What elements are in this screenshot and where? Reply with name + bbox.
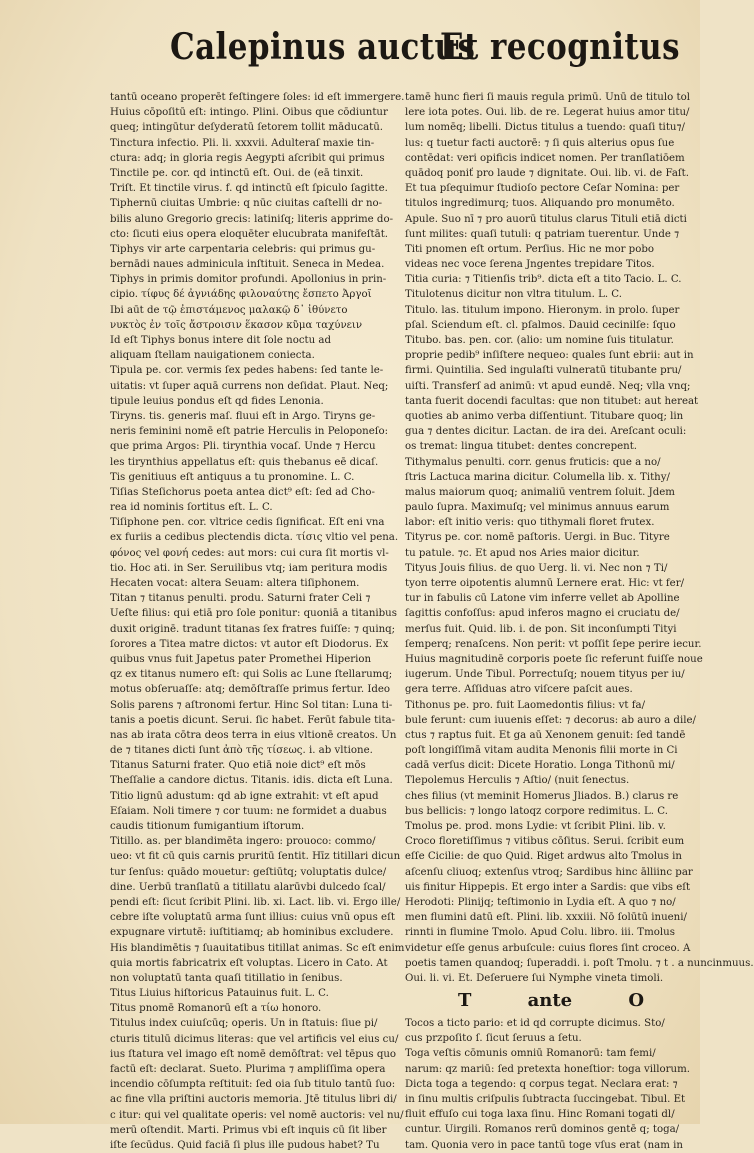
text-line: Triſt. Et tinctile virus. f. qd intinctū eſt ſpiculo ſagitte. bbox=[110, 183, 388, 195]
text-line: Tocos a ticto pario: et id qd corrupte dicimus. Sto/ bbox=[405, 1018, 665, 1030]
text-line: Tiſiphone pen. cor. vltrice cedis ſignificat. Eſt eni vna bbox=[110, 517, 385, 529]
text-line: c itur: qui vel qualitate operis: vel nomē auctoris: vel nu/ bbox=[110, 1109, 404, 1121]
text-line: Apule. Suo nī ⁊ pro auorū titulus clarus Tituli etiā dicti bbox=[405, 213, 687, 225]
running-header bbox=[0, 26, 700, 86]
text-line: ctura: adq; in gloria regis Aegypti aſcribit qui primus bbox=[110, 152, 385, 164]
text-line: ſorores a Titea matre dictos: vt autor eſt Diodorus. Ex bbox=[110, 638, 389, 650]
text-line: quibus vnus fuit Japetus pater Promethei Hiperion bbox=[110, 653, 372, 665]
text-line: rea id nominis ſortitus eſt. L. C. bbox=[110, 502, 273, 514]
text-line: ac fine vlla priſtini auctoris memoria. Jtē titulus libri di/ bbox=[110, 1094, 397, 1106]
text-line: Tis genitiuus eſt antiquus a tu pronomine. L. C. bbox=[110, 471, 355, 483]
text-line: Et tua pſequimur ſtudioſo pectore Ceſar Nomina: per bbox=[405, 183, 680, 195]
text-line: dine. Uerbū tranſlatū a titillatu alarūvbi dulcedo ſcal/ bbox=[110, 881, 386, 893]
text-line: in ſinu multis criſpulis ſubtracta ſuccingebat. Tibul. Et bbox=[405, 1094, 686, 1105]
text-line: ſagittis confoſſus: apud inferos magno ei cruciatu de/ bbox=[405, 608, 680, 620]
text-line: men flumini datū eſt. Plini. lib. xxxiii. Nō ſolūtū inueni/ bbox=[405, 912, 687, 924]
text-line: tanis a poetis dicunt. Serui. ſic habet. Ferūt fabule tita- bbox=[110, 714, 396, 726]
text-line: φόνος vel φονή cedes: aut mors: cui cura ſit mortis vl- bbox=[110, 547, 389, 559]
text-line: Tlepolemus Herculis ⁊ Aſtio/ (nuit ſenectus. bbox=[405, 775, 630, 787]
text-line: cturis titulū dicimus literas: que vel artificis vel eius cu/ bbox=[110, 1033, 399, 1045]
text-line: cto: ſicuti eius opera eloquēter elucubrata manifeſtāt. bbox=[110, 228, 389, 240]
header-left-title: Calepinus auctus bbox=[170, 26, 476, 68]
text-line: gera terre. Aſſiduas atro viſcere paſcit aues. bbox=[405, 684, 633, 696]
text-line: duxit originē. tradunt titanas ſex fratres fuiſſe: ⁊ quinq; bbox=[110, 623, 396, 635]
text-line: firmi. Quintilia. Sed ingulaſti vulneratū titubante pru/ bbox=[405, 365, 682, 377]
text-line: cipio. τίφυς δέ ἀγνιάδης φιλοναύτης ἔσπετο Ἀργοῖ bbox=[110, 289, 372, 301]
text-line: gua ⁊ dentes dicitur. Lactan. de ira dei. Areſcant oculi: bbox=[405, 426, 687, 438]
text-line: lus: q tuetur facti auctorē: ⁊ ſi quis alterius opus ſue bbox=[405, 137, 675, 149]
text-line: Hecaten vocat: altera Seuam: altera tiſiphonem. bbox=[110, 578, 360, 589]
text-line: poſt longiſſimā vitam audita Menonis filii morte in Ci bbox=[405, 745, 678, 757]
text-line: Titus pnomē Romanorū eſt a τίω honoro. bbox=[110, 1003, 322, 1015]
text-line: ſemperq; renaſcens. Non perit: vt poſſit ſepe perire iecur. bbox=[405, 638, 702, 650]
text-line: ueo: vt fit cū quis carnis pruritū ſentit. Hīz titillari dicun bbox=[110, 851, 401, 863]
text-line: cuntur. Uirgili. Romanos rerū dominos gentē q; toga/ bbox=[405, 1124, 680, 1136]
text-line: Tiſias Steſichorus poeta antea dict⁹ eſt: ſed ad Cho- bbox=[110, 486, 375, 498]
text-line: iugerum. Unde Tibul. Porrectuſq; nouem tityus per iu/ bbox=[405, 669, 685, 681]
text-line: quoties ab animo verba diſſentiunt. Titubare quoq; lin bbox=[405, 410, 684, 422]
text-line: Tiphys in primis domitor profundi. Apollonius in prin- bbox=[110, 274, 387, 286]
text-line: merū oſtendit. Marti. Primus vbi eſt inquis cū ſit liber bbox=[110, 1124, 387, 1136]
text-line: Tipula pe. cor. vermis ſex pedes habens: ſed tante le- bbox=[110, 365, 384, 377]
text-line: lere iota potes. Oui. lib. de re. Legerat huius amor titu/ bbox=[405, 107, 690, 119]
text-line: incendio cōſumpta reſtituit: ſed oia ſub titulo tantū ſuo: bbox=[110, 1079, 396, 1091]
text-line: contēdat: veri opificis indicet nomen. Per tranſlatiōem bbox=[405, 152, 685, 164]
text-line: tyon terre oipotentis alumnū Lernere erat. Hic: vt fer/ bbox=[405, 578, 685, 589]
text-line: Toga veſtis cōmunis omniū Romanorū: tam femi/ bbox=[405, 1048, 656, 1060]
text-line: bernādi naues adminicula inſtituit. Seneca in Medea. bbox=[110, 259, 385, 271]
text-line: Titulo. las. titulum impono. Hieronym. in prolo. ſuper bbox=[405, 304, 680, 316]
text-line: quādoq poniť pro laude ⁊ dignitate. Oui. lib. vi. de Faſt. bbox=[405, 167, 690, 179]
text-line: queq; intingūtur deſyderatū ſetorem tollit māducatū. bbox=[110, 122, 383, 134]
text-line: merſus fuit. Quid. lib. i. de pon. Sit inconſumpti Tityi bbox=[405, 623, 677, 635]
text-line: Theſſalie a candore dictus. Titanis. idis. dicta eſt Luna. bbox=[110, 775, 393, 787]
text-line: Tiphys vir arte carpentaria celebris: qui primus gu- bbox=[110, 243, 376, 255]
text-line: Tithymalus penulti. corr. genus fruticis: que a no/ bbox=[405, 456, 661, 468]
text-line: Titus Liuius hiſtoricus Patauinus fuit. L. C. bbox=[110, 988, 329, 1000]
text-line: ex furiis a cedibus plectendis dicta. τίσις vltio vel pena. bbox=[110, 532, 399, 544]
text-line: Id eſt Tiphys bonus intere dit ſole noctu ad bbox=[110, 335, 332, 346]
text-line: Tityus Jouis filius. de quo Uerg. li. vi. Nec non ⁊ Ti/ bbox=[405, 562, 668, 574]
text-line: expugnare virtutē: iuſtitiamq; ab hominibus excludere. bbox=[110, 927, 394, 939]
text-line: ius ſtatura vel imago eſt nomē demōſtrat: vel tēpus quo bbox=[110, 1048, 397, 1060]
text-line: eſſe Cicilie: de quo Quid. Riget ardwus alto Tmolus in bbox=[405, 851, 682, 863]
text-line: nas ab irata cōtra deos terra in eius vltionē creatos. Un bbox=[110, 729, 397, 741]
text-line: Tityrus pe. cor. nomē paſtoris. Uergi. in Buc. Tityre bbox=[405, 532, 670, 544]
text-line: Tiphernū ciuitas Umbrie: q nūc ciuitas caſtelli dr no- bbox=[110, 198, 383, 210]
text-line: ctus ⁊ raptus fuit. Et ga aū Xenonem genuit: ſed tandē bbox=[405, 729, 686, 741]
text-line: neris feminini nomē eſt patrie Herculis in Peloponeſo: bbox=[110, 426, 389, 438]
text-line: os tremat: lingua titubet: dentes concrepent. bbox=[405, 441, 638, 453]
text-line: tio. Hoc ati. in Ser. Seruilibus vtq; iam peritura modis bbox=[110, 562, 388, 574]
text-line: Titanus Saturni frater. Quo etiā noie dict⁹ eſt mōs bbox=[110, 760, 366, 772]
text-line: uis finitur Hippepis. Et ergo inter a Sardis: que vibs eſt bbox=[405, 881, 691, 893]
text-line: tipule leuius pondus eſt qd fides Lenonia. bbox=[110, 395, 324, 407]
text-line: ſtris Lactuca marina dicitur. Columella lib. x. Tithy/ bbox=[405, 471, 670, 483]
text-line: motus obſeruaſſe: atq; demōſtraſſe primus fertur. Ideo bbox=[110, 684, 391, 696]
text-line: fluit effuſo cui toga laxa ſinu. Hinc Romani togati dl/ bbox=[405, 1109, 675, 1121]
text-line: non voluptatū tanta quaſi titillatio in ſenibus. bbox=[110, 972, 343, 984]
text-line: aſcenſu cliuoq; extenſus vtroq; Sardibus hinc ālliinc par bbox=[405, 866, 693, 878]
text-line: lum nomēq; libelli. Dictus titulus a tuendo: quaſi titu⁊/ bbox=[405, 122, 685, 134]
text-line: Eſaiam. Noli timere ⁊ cor tuum: ne formidet a duabus bbox=[110, 805, 387, 817]
text-line: de ⁊ titanes dicti ſunt ἀπὸ τῆς τίσεως. i. ab vltione. bbox=[110, 745, 373, 757]
text-line: cadā verſus dicit: Dicete Horatio. Longa Tithonū mi/ bbox=[405, 760, 675, 772]
text-line: narum: qz mariū: ſed pretexta honeſtior: toga villorum. bbox=[405, 1063, 691, 1075]
text-line: ſunt milites: quaſi tutuli: q patriam tuerentur. Unde ⁊ bbox=[405, 228, 680, 240]
text-line: Tinctile pe. cor. qd intinctū eſt. Oui. de (eā tinxit. bbox=[110, 167, 364, 179]
text-line: proprie pedib⁹ inſiſtere nequeo: quales ſunt ebrii: aut in bbox=[405, 350, 694, 362]
left-text-column bbox=[110, 90, 405, 1151]
text-line: pendi eſt: ſicut ſcribit Plini. lib. xi. Lact. lib. vi. Ergo ille/ bbox=[110, 896, 401, 908]
right-text-column bbox=[405, 90, 754, 1151]
text-line: Tmolus pe. prod. mons Lydie: vt ſcribit Plini. lib. v. bbox=[405, 821, 666, 832]
text-line: labor: eſt initio veris: quo tithymali floret frutex. bbox=[405, 517, 655, 529]
text-line: Ibi aūt de τῷ ἐπιστάμενος μαλακῷ δ᾽ ἰθύνετο bbox=[110, 304, 348, 316]
text-line: poetis tamen quandoq; ſuperaddi. i. poſt Tmolu. ⁊ t . a nuncinmuus. bbox=[405, 957, 754, 969]
text-line: Ueſte filius: qui etiā pro ſole ponitur: quoniā a titanibus bbox=[110, 608, 397, 620]
text-line: Oui. li. vi. Et. Deſeruere ſui Nymphe vineta timoli. bbox=[405, 972, 664, 984]
text-line: cus przpoſito ſ. ſicut ſeruus a ſetu. bbox=[405, 1033, 582, 1045]
text-line: tam. Quonia vero in pace tantū toge vſus erat (nam in bbox=[405, 1139, 683, 1151]
text-line: His blandimētis ⁊ ſuauitatibus titillat animas. Sc eſt enim bbox=[110, 942, 405, 954]
text-line: Titillo. as. per blandimēta ingero: prouoco: commo/ bbox=[110, 836, 376, 848]
text-line: bule ferunt: cum iuuenis eſſet: ⁊ decorus: ab auro a dile/ bbox=[405, 714, 696, 726]
text-line: tur in fabulis cū Latone vim inferre vellet ab Apolline bbox=[405, 593, 680, 605]
text-line: pſal. Sciendum eſt. cl. pſalmos. Dauid cecinilſe: ſquo bbox=[405, 319, 676, 331]
text-line: paulo ſupra. Maximuſq; vel minimus annuus earum bbox=[405, 502, 670, 514]
text-line: bus bellicis: ⁊ longo latoqz corpore redimitus. L. C. bbox=[405, 805, 668, 817]
text-line: Tiryns. tis. generis maſ. fluui eſt in Argo. Tiryns ge- bbox=[110, 410, 376, 422]
text-line: Huius cōpoſitū eſt: intingo. Plini. Oibus que cōdiuntur bbox=[110, 107, 388, 119]
text-line: quia mortis fabricatrix eſt voluptas. Licero in Cato. At bbox=[110, 957, 388, 969]
text-line: tanta fuerit docendi facultas: que non titubet: aut hereat bbox=[405, 395, 699, 407]
text-line: aliquam ſtellam nauigationem coniecta. bbox=[110, 350, 315, 362]
text-line: iſte ſecūdus. Quid faciā ſi plus ille pudous habet? Tu bbox=[110, 1139, 380, 1151]
text-line: Croco floretiſſimus ⁊ vitibus cōſitus. Serui. ſcribit eum bbox=[405, 836, 685, 848]
text-line: uitatis: vt ſuper aquā currens non deſidat. Plaut. Neq; bbox=[110, 380, 389, 392]
text-line: uiſti. Transferſ ad animū: vt apud eundē. Neq; vlla vnq; bbox=[405, 380, 691, 392]
text-line: que prima Argos: Pli. tirynthia vocaſ. Unde ⁊ Hercu bbox=[110, 441, 376, 453]
header-right-title: Et recognitus bbox=[440, 26, 680, 68]
text-line: qz ex titanus numero eſt: qui Solis ac Lune ſtellarumq; bbox=[110, 669, 393, 681]
text-line: Solis parens ⁊ aſtronomi fertur. Hinc Sol titan: Luna ti- bbox=[110, 699, 393, 711]
text-line: Huius magnitudinē corporis poete ſic referunt fuiſſe noue bbox=[405, 653, 703, 665]
text-line: Tinctura infectio. Pli. li. xxxvii. Adulteraſ maxie tin- bbox=[110, 137, 375, 149]
text-line: tu patule. ⁊c. Et apud nos Aries maior dicitur. bbox=[405, 547, 640, 559]
text-line: Titulus index cuiuſcūq; operis. Un in ſtatuis: ſiue pi/ bbox=[110, 1018, 378, 1030]
text-line: les tirynthius appellatus eſt: quis thebanus eē dicaſ. bbox=[110, 456, 379, 468]
text-line: videas nec voce ſerena Jngentes trepidare Titos. bbox=[405, 259, 655, 271]
text-line: Titio lignū adustum: qd ab igne extrahit: vt eſt apud bbox=[110, 790, 379, 802]
text-line: caudis titionum fumigantium iſtorum. bbox=[110, 821, 305, 832]
text-line: tur ſenſus: quādo mouetur: geſtiūtq; voluptatis dulce/ bbox=[110, 866, 387, 878]
text-line: Titan ⁊ titanus penulti. produ. Saturni frater Celi ⁊ bbox=[110, 593, 371, 605]
text-line: Titia curia: ⁊ Titienſis trib⁹. dicta eſt a tito Tacio. L. C. bbox=[405, 274, 682, 286]
text-line: Dicta toga a tegendo: q corpus tegat. Neclara erat: ⁊ bbox=[405, 1078, 678, 1090]
text-line: factū eſt: declarat. Sueto. Plurima ⁊ ampliſſima opera bbox=[110, 1064, 386, 1075]
text-line: Herodoti: Plinijq; teſtimonio in Lydia eſt. A quo ⁊ no/ bbox=[405, 896, 676, 908]
text-line: Titi pnomen eſt ortum. Perſius. Hic ne mor pobo bbox=[405, 243, 654, 255]
text-line: malus maiorum quoq; animaliū ventrem ſoluit. Jdem bbox=[405, 486, 675, 498]
text-line: νυκτὸς ἐν τοῖς ἄστροισιν ἕκασον κῦμα ταχύνειν bbox=[110, 319, 363, 331]
text-line: Titubo. bas. pen. cor. (alio: um nomine ſuis titulatur. bbox=[405, 335, 674, 346]
section-heading: T ante O bbox=[457, 990, 645, 1012]
text-line: tantū oceano properēt feſtingere ſoles: id eſt immergere. bbox=[110, 92, 405, 103]
text-line: rinnti in flumine Tmolo. Apud Colu. libro. iii. Tmolus bbox=[405, 927, 675, 939]
text-line: videtur eſſe genus arbuſcule: cuius flores ſint croceo. A bbox=[405, 942, 691, 954]
text-line: tamē hunc fieri ſi mauis regula primū. Unū de titulo tol bbox=[405, 92, 690, 103]
text-line: Tithonus pe. pro. fuit Laomedontis filius: vt fa/ bbox=[405, 699, 646, 711]
text-line: cebre iſte voluptatū arma ſunt illius: cuius vnū opus eſt bbox=[110, 912, 395, 924]
text-line: titulos ingredimurq; tuos. Aliquando pro monumēto. bbox=[405, 198, 675, 210]
text-line: ches filius (vt meminit Homerus Jliados. B.) clarus re bbox=[405, 790, 679, 802]
text-line: Titulotenus dicitur non vltra titulum. L. C. bbox=[405, 289, 622, 301]
text-line: bilis aluno Gregorio grecis: latiniſq; literis apprime do- bbox=[110, 213, 394, 225]
